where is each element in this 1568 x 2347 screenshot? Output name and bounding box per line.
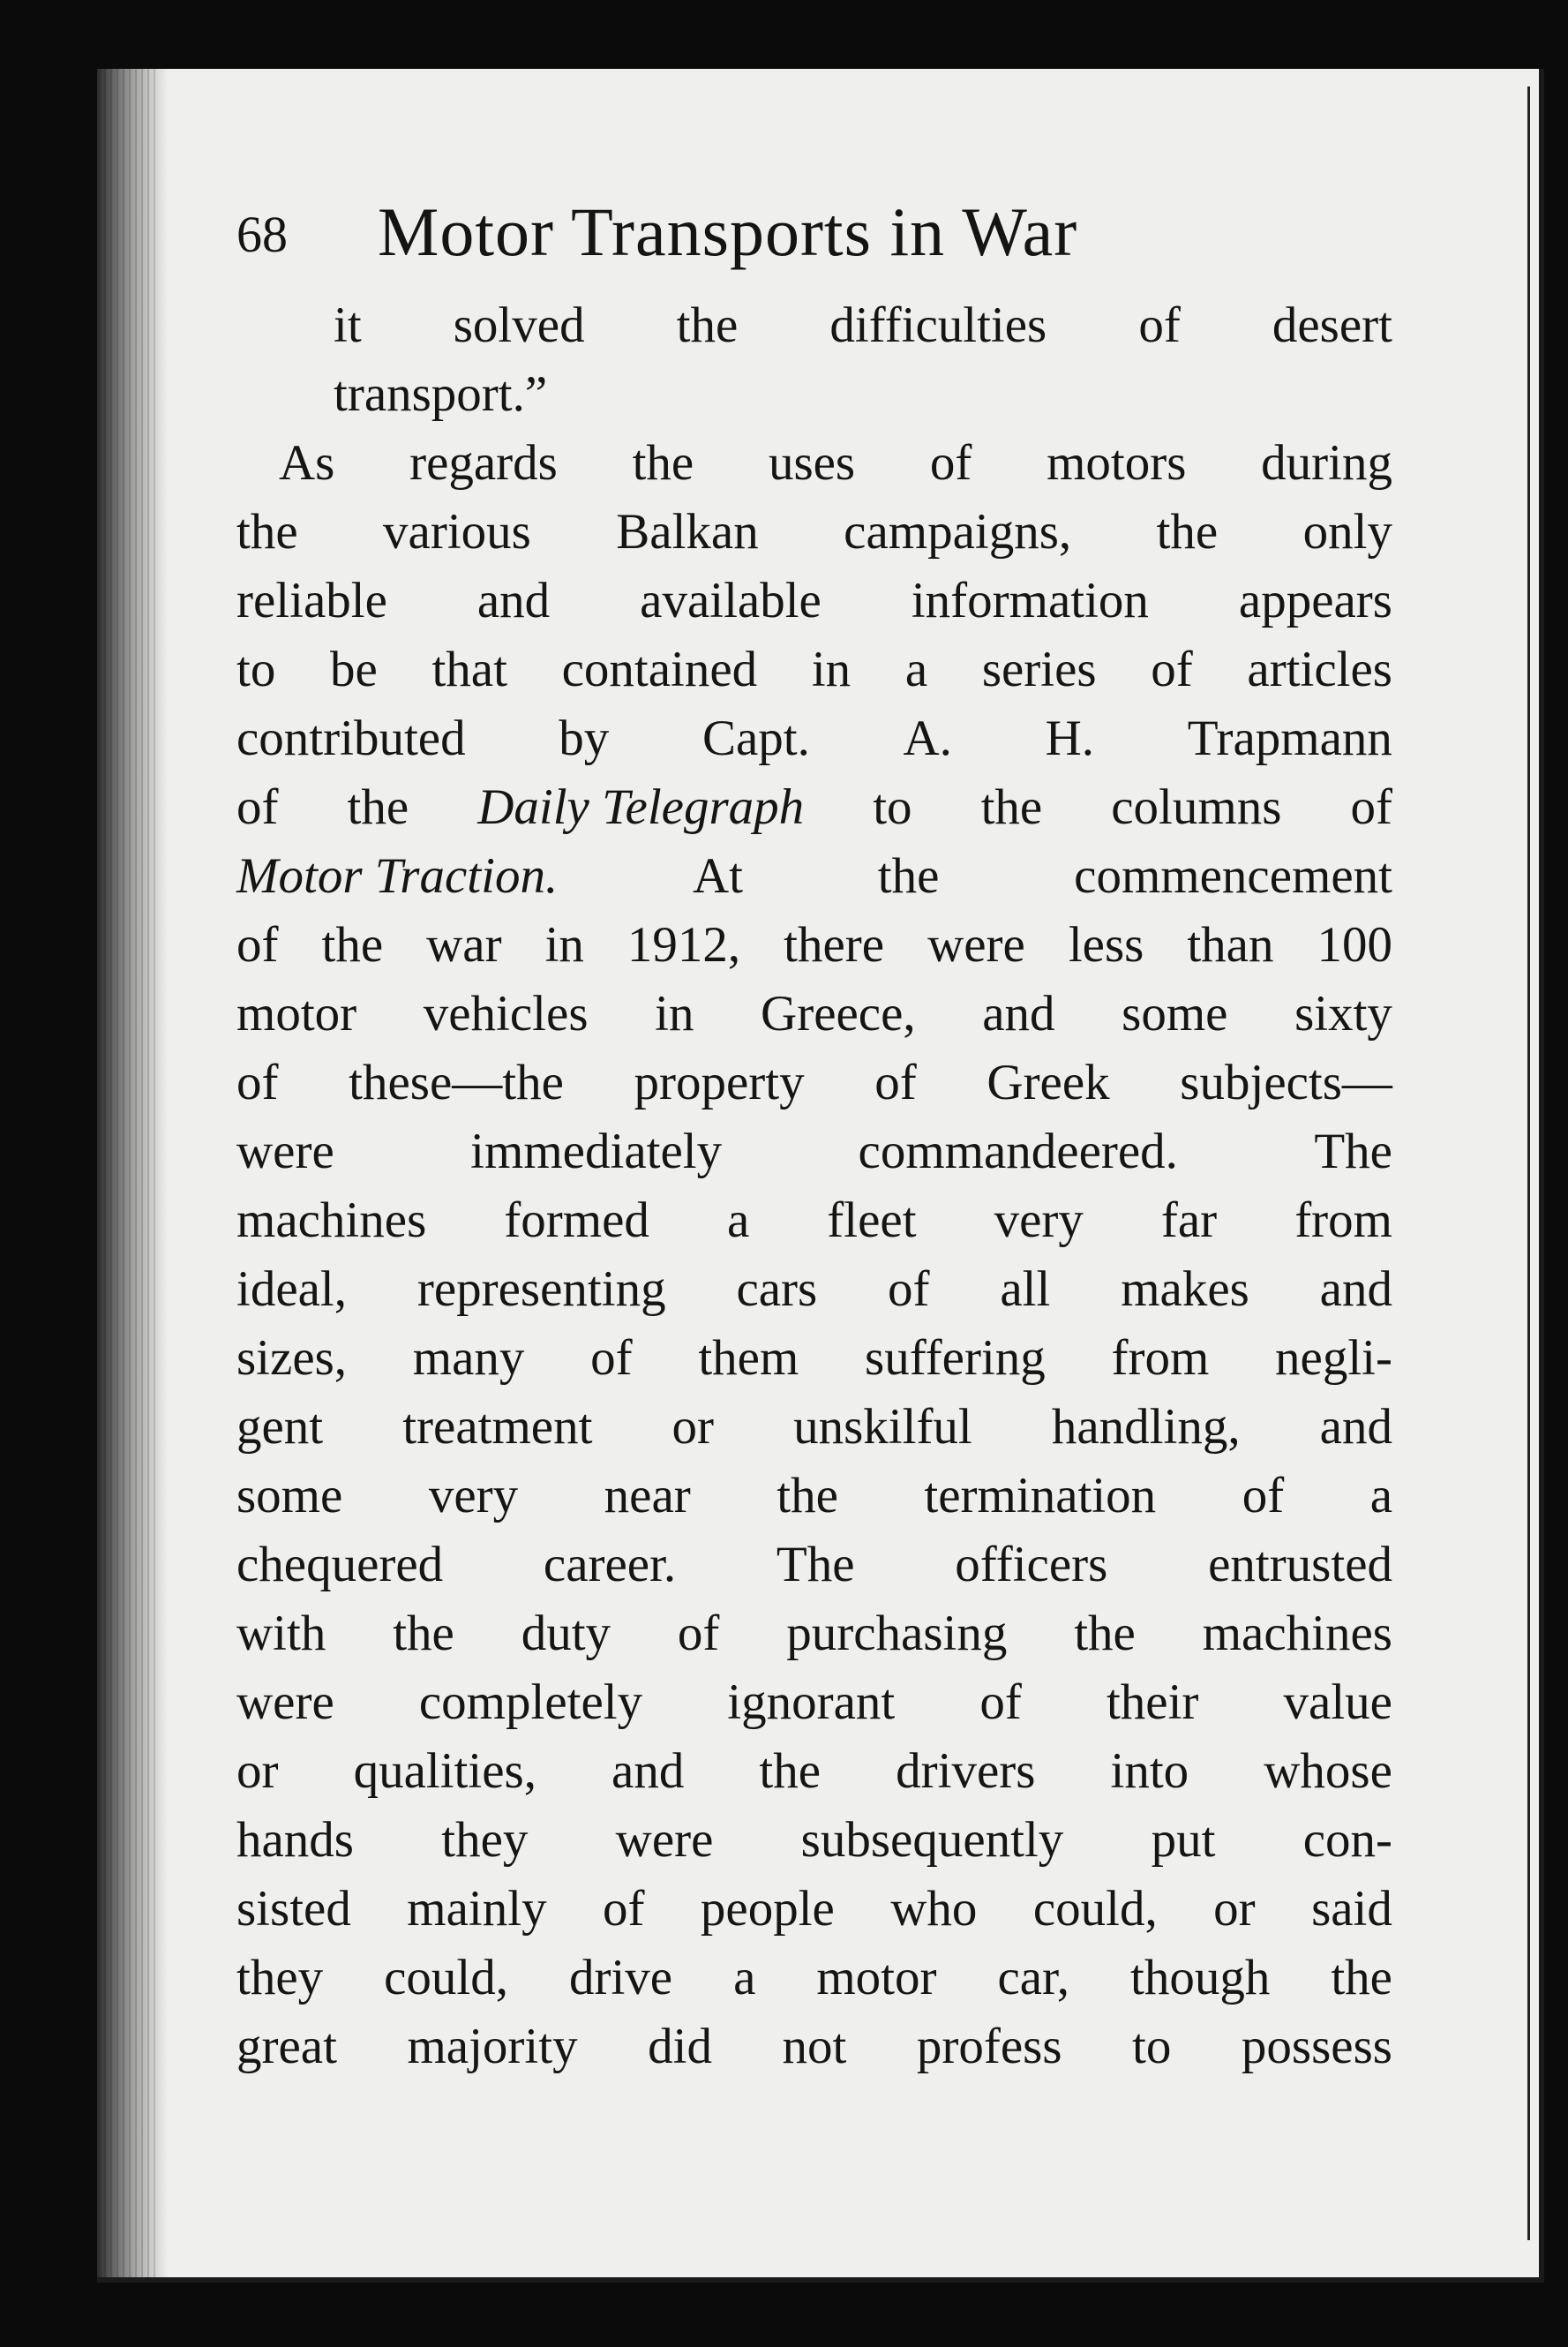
word: of <box>1350 779 1392 835</box>
word: with <box>236 1606 326 1661</box>
text-line <box>236 1117 1392 1186</box>
word: appears <box>1238 573 1392 628</box>
word: the <box>980 779 1043 835</box>
word: articles <box>1247 642 1392 697</box>
word: the <box>676 297 739 353</box>
word: some <box>236 1468 343 1523</box>
word: termination <box>924 1468 1157 1523</box>
word: by <box>559 711 610 766</box>
text-line <box>236 1944 1392 2012</box>
word: in <box>655 986 694 1042</box>
word: qualities, <box>353 1743 536 1799</box>
word: the <box>759 1743 822 1799</box>
word: of <box>888 1261 930 1317</box>
word: in <box>811 642 852 697</box>
word: less <box>1068 917 1144 973</box>
word: were <box>615 1812 714 1868</box>
word: vehicles <box>423 986 589 1042</box>
word: only <box>1302 504 1392 560</box>
word: in <box>544 917 584 973</box>
word: entrusted <box>1208 1537 1392 1592</box>
word: gent <box>236 1399 324 1455</box>
word: put <box>1151 1812 1216 1868</box>
word: people <box>700 1881 835 1937</box>
word: makes <box>1121 1261 1249 1317</box>
body-text <box>236 291 1392 2081</box>
text-line <box>236 1875 1392 1944</box>
word: and <box>611 1743 685 1799</box>
word: from <box>1111 1330 1210 1386</box>
text-line <box>236 498 1392 567</box>
word: A. <box>903 711 952 766</box>
word: Greek <box>987 1055 1110 1110</box>
word: drive <box>568 1950 673 2005</box>
word: them <box>698 1330 799 1386</box>
word: possess <box>1241 2019 1392 2074</box>
text-line <box>236 1255 1392 1324</box>
word: 100 <box>1317 917 1392 973</box>
word: a <box>733 1950 756 2005</box>
word: ignorant <box>727 1674 896 1730</box>
word: duty <box>521 1606 611 1661</box>
word: were <box>236 1674 334 1730</box>
word: be <box>330 642 378 697</box>
word: suffering <box>865 1330 1046 1386</box>
text-line <box>236 1599 1392 1668</box>
text-line <box>236 704 1392 773</box>
word: and <box>982 986 1055 1042</box>
word: transport.” <box>334 366 548 422</box>
word: the <box>347 779 409 835</box>
word: series <box>981 642 1097 697</box>
word: regards <box>409 435 558 491</box>
word: whose <box>1264 1743 1392 1799</box>
word: Motor Traction. <box>236 848 559 904</box>
word: far <box>1160 1192 1218 1248</box>
word: information <box>911 573 1149 628</box>
text-line <box>236 2012 1392 2081</box>
word: the <box>1156 504 1219 560</box>
word: subjects— <box>1180 1055 1392 1110</box>
word: At <box>692 848 743 904</box>
text-line <box>236 842 1392 911</box>
word: very <box>994 1192 1084 1248</box>
word: or <box>1213 1881 1256 1937</box>
word: the <box>236 504 298 560</box>
word: war <box>426 917 502 973</box>
text-line <box>236 1806 1392 1875</box>
page-edge-line <box>1527 87 1530 2240</box>
word: or <box>671 1399 715 1455</box>
text-line <box>236 1324 1392 1393</box>
word: uses <box>768 435 856 491</box>
word: Capt. <box>701 711 810 766</box>
word: drivers <box>896 1743 1036 1799</box>
word: machines <box>236 1192 427 1248</box>
word: Trapmann <box>1187 711 1392 766</box>
word: of <box>929 435 972 491</box>
word: officers <box>955 1537 1108 1592</box>
word: car, <box>997 1950 1070 2005</box>
page-header <box>236 192 1295 272</box>
word: the <box>1331 1950 1392 2005</box>
word: who <box>890 1881 978 1937</box>
word: cars <box>736 1261 818 1317</box>
word: a <box>904 642 928 697</box>
text-line <box>236 1462 1392 1531</box>
word: treatment <box>402 1399 593 1455</box>
word: H. <box>1045 711 1095 766</box>
word: these—the <box>349 1055 564 1110</box>
word: and <box>1319 1261 1392 1317</box>
word: of <box>1138 297 1181 353</box>
word: machines <box>1202 1606 1392 1661</box>
word: than <box>1187 917 1274 973</box>
word: near <box>604 1468 691 1523</box>
word: unskilful <box>793 1399 972 1455</box>
word: property <box>634 1055 805 1110</box>
text-line <box>236 1393 1392 1462</box>
text-line <box>236 980 1392 1049</box>
word: all <box>1000 1261 1051 1317</box>
word: solved <box>453 297 585 353</box>
word: very <box>428 1468 519 1523</box>
word: of <box>603 1881 645 1937</box>
word: they <box>441 1812 529 1868</box>
word: 1912, <box>626 917 741 973</box>
word: of <box>236 917 279 973</box>
text-line <box>236 1737 1392 1806</box>
word: the <box>632 435 694 491</box>
word: and <box>1319 1399 1392 1455</box>
text-line <box>236 636 1392 704</box>
word: though <box>1130 1950 1271 2005</box>
text-line <box>236 1049 1392 1117</box>
word: to <box>873 779 912 835</box>
word: sixty <box>1294 986 1392 1042</box>
word: campaigns, <box>844 504 1072 560</box>
page-number: 68 <box>236 206 288 263</box>
word: subsequently <box>800 1812 1064 1868</box>
word: of <box>236 1055 279 1110</box>
word: of <box>874 1055 917 1110</box>
word: completely <box>418 1674 643 1730</box>
word: motor <box>236 986 357 1042</box>
word: they <box>236 1950 324 2005</box>
word: a <box>1369 1468 1392 1523</box>
word: majority <box>407 2019 578 2074</box>
word: of <box>1242 1468 1285 1523</box>
text-line <box>236 291 1392 360</box>
word: formed <box>504 1192 649 1248</box>
word: hands <box>236 1812 354 1868</box>
word: were <box>236 1124 334 1179</box>
word: contributed <box>236 711 466 766</box>
word: great <box>236 2019 337 2074</box>
word: of <box>590 1330 633 1386</box>
word: into <box>1110 1743 1189 1799</box>
text-line <box>236 429 1392 498</box>
text-line <box>236 1186 1392 1255</box>
word: career. <box>543 1537 677 1592</box>
word: the <box>321 917 384 973</box>
word: to <box>236 642 276 697</box>
running-title: Motor Transports in War <box>378 193 1078 270</box>
word: sizes, <box>236 1330 348 1386</box>
word: did <box>648 2019 712 2074</box>
text-line <box>236 1531 1392 1599</box>
word: a <box>726 1192 750 1248</box>
word: handling, <box>1051 1399 1241 1455</box>
word: purchasing <box>786 1606 1008 1661</box>
word: during <box>1261 435 1392 491</box>
word: commencement <box>1074 848 1392 904</box>
word: the <box>393 1606 454 1661</box>
word: desert <box>1272 297 1392 353</box>
word: Greece, <box>761 986 916 1042</box>
text-line <box>236 773 1392 842</box>
word: the <box>877 848 940 904</box>
word: reliable <box>236 573 387 628</box>
word: fleet <box>827 1192 917 1248</box>
word: some <box>1122 986 1228 1042</box>
word: difficulties <box>829 297 1047 353</box>
gutter-shading <box>104 69 157 2277</box>
word: immediately <box>470 1124 723 1179</box>
word: could, <box>1032 1881 1158 1937</box>
word: commandeered. <box>858 1124 1178 1179</box>
word: and <box>476 573 551 628</box>
word: value <box>1283 1674 1392 1730</box>
word: of <box>1151 642 1193 697</box>
word: available <box>640 573 822 628</box>
word: motor <box>816 1950 937 2005</box>
word: negli- <box>1275 1330 1392 1386</box>
text-line <box>236 911 1392 980</box>
word: to <box>1132 2019 1172 2074</box>
word: were <box>927 917 1025 973</box>
word: from <box>1294 1192 1392 1248</box>
word: of <box>236 779 279 835</box>
text-line <box>236 567 1392 636</box>
word: Balkan <box>616 504 759 560</box>
word: many <box>412 1330 525 1386</box>
word: contained <box>561 642 758 697</box>
word: the <box>776 1468 838 1523</box>
word: The <box>776 1537 855 1592</box>
text-line <box>236 360 1392 429</box>
word: Daily Telegraph <box>477 779 805 835</box>
word: profess <box>916 2019 1062 2074</box>
word: ideal, <box>236 1261 348 1317</box>
word: con- <box>1302 1812 1392 1868</box>
word: said <box>1311 1881 1392 1937</box>
word: columns <box>1111 779 1282 835</box>
text-line <box>236 1668 1392 1737</box>
word: the <box>1074 1606 1136 1661</box>
word: their <box>1106 1674 1199 1730</box>
word: sisted <box>236 1881 351 1937</box>
word: there <box>784 917 885 973</box>
word: mainly <box>407 1881 547 1937</box>
word: not <box>782 2019 847 2074</box>
word: of <box>979 1674 1022 1730</box>
word: it <box>334 297 362 353</box>
word: or <box>236 1743 279 1799</box>
word: of <box>677 1606 720 1661</box>
word: representing <box>416 1261 666 1317</box>
word: The <box>1314 1124 1392 1179</box>
word: various <box>383 504 531 560</box>
word: that <box>431 642 507 697</box>
word: As <box>279 435 335 491</box>
word: could, <box>384 1950 508 2005</box>
word: motors <box>1047 435 1187 491</box>
word: chequered <box>236 1537 444 1592</box>
